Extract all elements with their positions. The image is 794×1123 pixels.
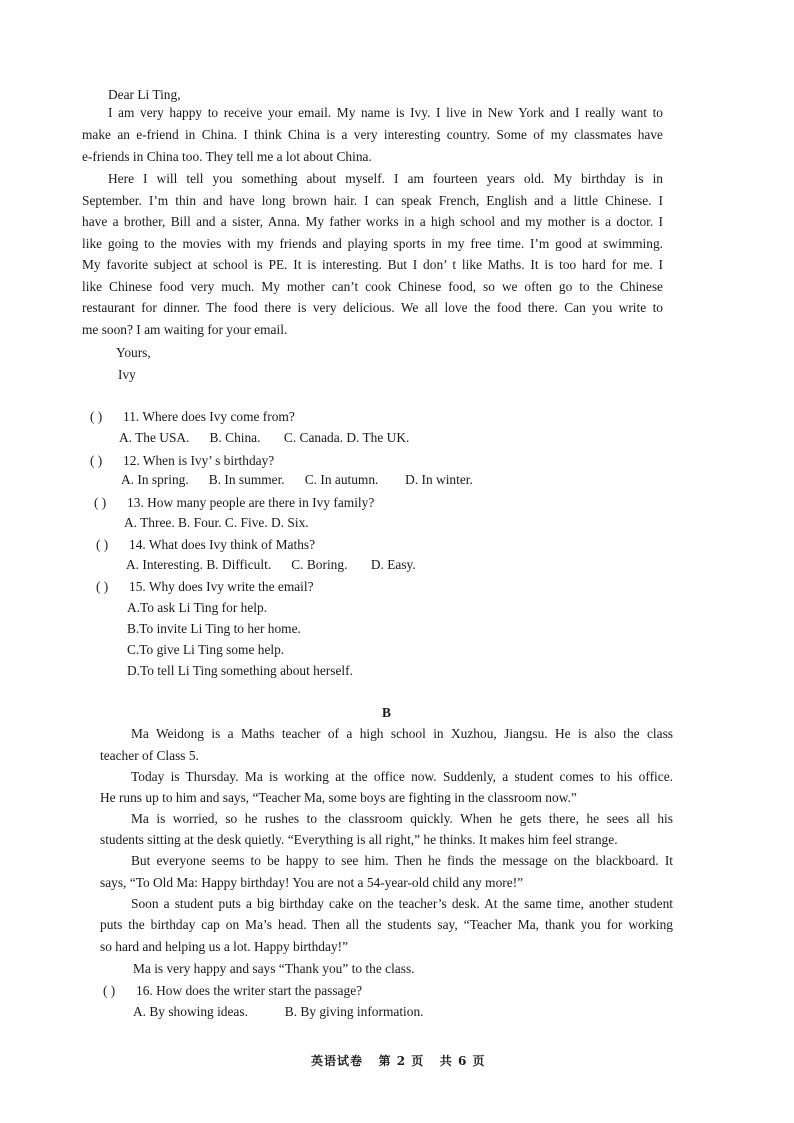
letter-para1-line2: make an e-friend in China. I think China is a very interesting country. Some of my classmates have [82, 127, 663, 142]
question-options: A. The USA. B. China. C. Canada. D. The UK. [119, 430, 410, 445]
question-stem: 13. How many people are there in Ivy family? [127, 495, 375, 510]
answer-bracket[interactable]: ( ) [96, 579, 109, 594]
section-b-para4-line1: But everyone seems to be happy to see him. Then he finds the message on the blackboard. It [131, 853, 673, 868]
answer-bracket[interactable]: ( ) [94, 495, 107, 510]
letter-para2-line1: Here I will tell you something about myself. I am fourteen years old. My birthday is in [108, 171, 663, 186]
question-stem: 15. Why does Ivy write the email? [129, 579, 314, 594]
section-b-para5-line3: so hard and helping us a lot. Happy birthday!” [100, 939, 349, 954]
letter-para2-line5: My favorite subject at school is PE. It is interesting. But I don’ t like Maths. It is too hard for me. I [82, 257, 663, 272]
option-d: D.To tell Li Ting something about herself. [127, 663, 353, 678]
question-stem: 12. When is Ivy’ s birthday? [123, 453, 275, 468]
page-footer: 英语试卷 第 2 页 共 6 页 [311, 1054, 486, 1068]
section-b-para5-line1: Soon a student puts a big birthday cake on the teacher’s desk. At the same time, another student [131, 896, 673, 911]
section-b-para3-line1: Ma is worried, so he rushes to the classroom quickly. When he gets there, he sees all his [131, 811, 673, 826]
letter-closing: Yours, [116, 345, 151, 360]
letter-para2-line6: like Chinese food very much. My mother can’t cook Chinese food, so we often go to the Chinese [82, 279, 663, 294]
letter-para2-line8: me soon? I am waiting for your email. [82, 322, 288, 337]
option-a: A.To ask Li Ting for help. [127, 600, 268, 615]
letter-greeting: Dear Li Ting, [108, 87, 181, 102]
section-b-heading: B [382, 705, 391, 720]
question-options: A. In spring. B. In summer. C. In autumn. D. In winter. [121, 472, 473, 487]
option-c: C.To give Li Ting some help. [127, 642, 285, 657]
section-b-para1-line2: teacher of Class 5. [100, 748, 199, 763]
section-b-para2-line2: He runs up to him and says, “Teacher Ma, some boys are fighting in the classroom now.” [100, 790, 577, 805]
letter-para2-line4: like going to the movies with my friends and playing sports in my free time. I’m good at swimming. [82, 236, 663, 251]
question-options: A. Interesting. B. Difficult. C. Boring. D. Easy. [126, 557, 416, 572]
answer-bracket[interactable]: ( ) [103, 983, 116, 998]
letter-para2-line7: restaurant for dinner. The food there is very delicious. We all love the food there. Can you write to [82, 300, 663, 315]
letter-para1-line3: e-friends in China too. They tell me a lot about China. [82, 149, 372, 164]
answer-bracket[interactable]: ( ) [90, 409, 103, 424]
answer-bracket[interactable]: ( ) [90, 453, 103, 468]
section-b-para6-line1: Ma is very happy and says “Thank you” to the class. [133, 961, 415, 976]
question-options: A. By showing ideas. B. By giving information. [133, 1004, 424, 1019]
answer-bracket[interactable]: ( ) [96, 537, 109, 552]
section-b-para3-line2: students sitting at the desk quietly. “Everything is all right,” he thinks. It makes him feel strange. [100, 832, 618, 847]
section-b-para2-line1: Today is Thursday. Ma is working at the office now. Suddenly, a student comes to his office. [131, 769, 673, 784]
question-stem: 11. Where does Ivy come from? [123, 409, 295, 424]
letter-para1-line1: I am very happy to receive your email. My name is Ivy. I live in New York and I really want to [108, 105, 663, 120]
letter-para2-line2: September. I’m thin and have long brown hair. I can speak French, English and a little Chinese. I [82, 193, 663, 208]
letter-signature: Ivy [118, 367, 136, 382]
section-b-para5-line2: puts the birthday cap on Ma’s head. Then all the students say, “Teacher Ma, thank you for working [100, 917, 673, 932]
letter-para2-line3: have a brother, Bill and a sister, Anna. My father works in a high school and my mother is a doctor. I [82, 214, 663, 229]
section-b-para1-line1: Ma Weidong is a Maths teacher of a high school in Xuzhou, Jiangsu. He is also the class [131, 726, 673, 741]
question-stem: 14. What does Ivy think of Maths? [129, 537, 316, 552]
section-b-para4-line2: says, “To Old Ma: Happy birthday! You are not a 54-year-old child any more!” [100, 875, 524, 890]
question-stem: 16. How does the writer start the passage? [136, 983, 363, 998]
option-b: B.To invite Li Ting to her home. [127, 621, 301, 636]
question-options: A. Three. B. Four. C. Five. D. Six. [124, 515, 309, 530]
